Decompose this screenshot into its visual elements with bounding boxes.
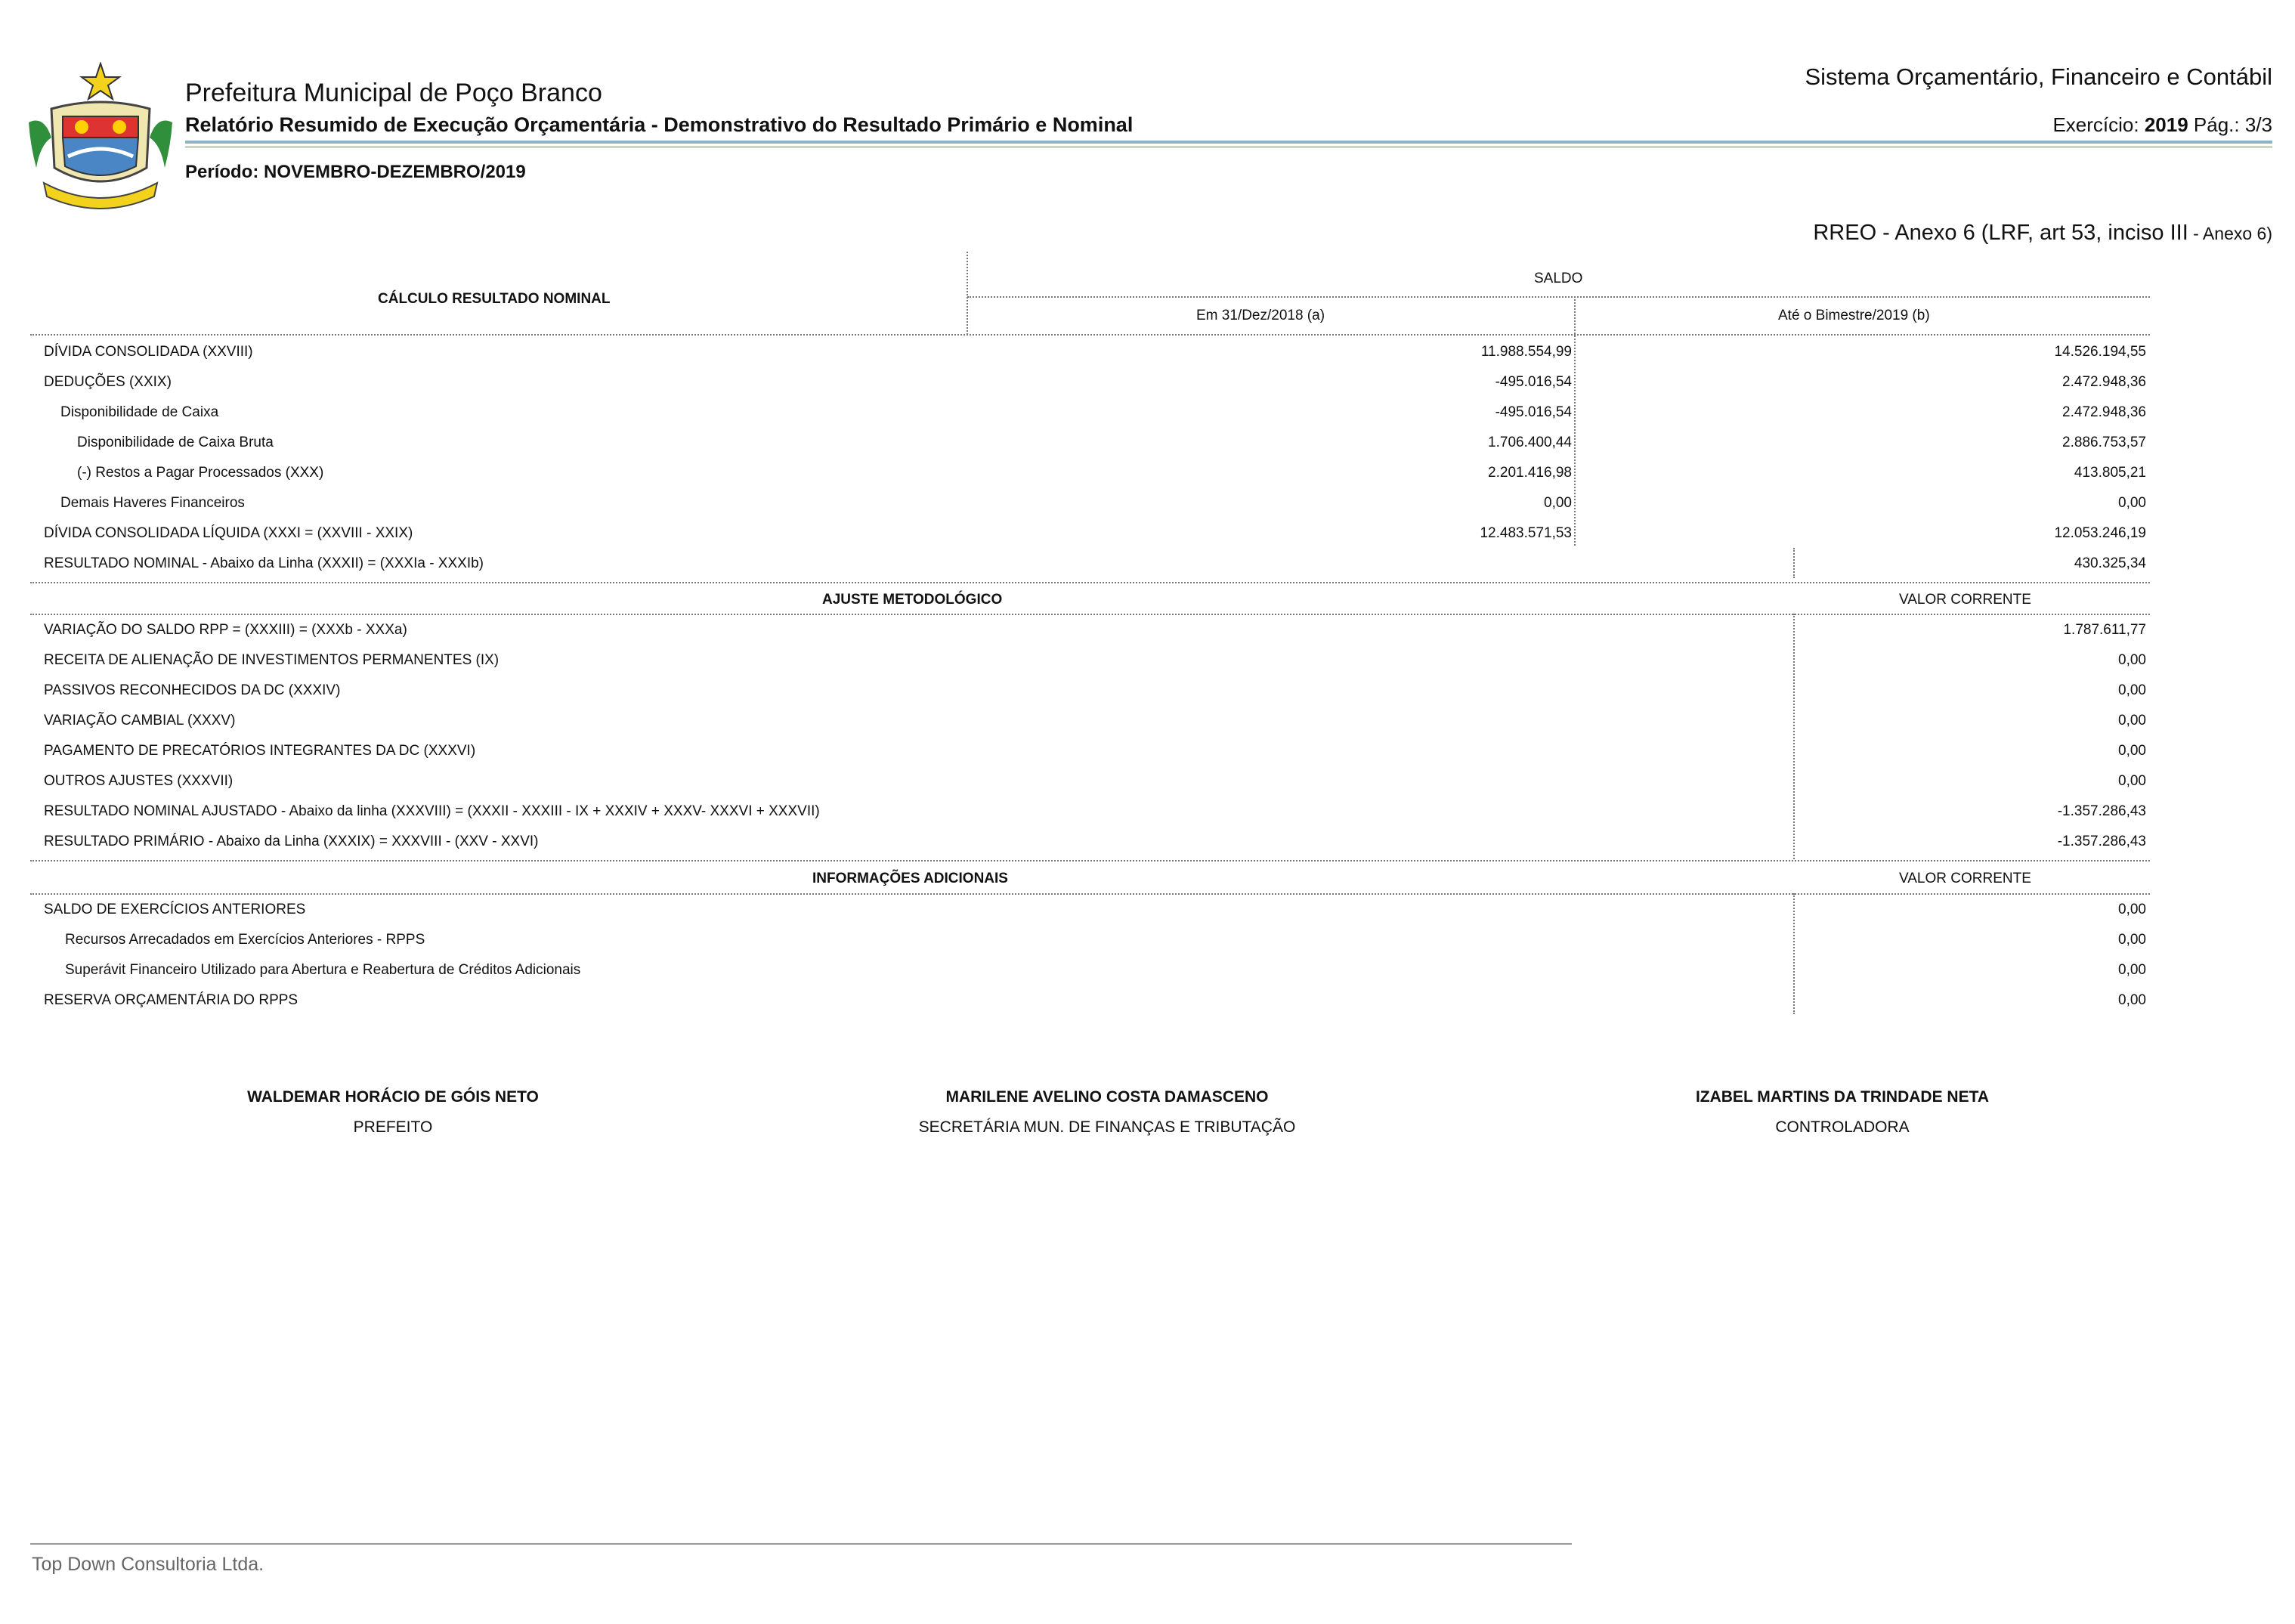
signatory-role: PREFEITO	[353, 1118, 433, 1136]
value-2019: 413.805,21	[2074, 465, 2146, 481]
report-title: Relatório Resumido de Execução Orçamentária - Demonstrativo do Resultado Primário e Nominal	[185, 113, 1134, 136]
annex-main: RREO - Anexo 6 (LRF, art 53, inciso III	[1813, 221, 2188, 245]
signature-block-secretary	[880, 1088, 1334, 1137]
table-divider	[30, 860, 2150, 861]
table-row	[30, 736, 2146, 766]
page-number: Pág.: 3/3	[2193, 113, 2272, 136]
signatory-name: IZABEL MARTINS DA TRINDADE NETA	[1695, 1088, 1990, 1106]
table-row	[30, 518, 2146, 549]
ajuste-section-title: AJUSTE METODOLÓGICO	[822, 592, 1003, 608]
value-2018: 2.201.416,98	[1488, 465, 1572, 481]
column-header-b: Até o Bimestre/2019 (b)	[1778, 308, 1930, 323]
exercise-year: 2019	[2144, 113, 2188, 136]
saldo-header: SALDO	[1534, 271, 1583, 286]
row-value: -1.357.286,43	[2057, 834, 2146, 849]
report-period: Período: NOVEMBRO-DEZEMBRO/2019	[185, 162, 526, 182]
row-label: Disponibilidade de Caixa	[60, 404, 219, 420]
table-row	[30, 706, 2146, 736]
header-rule	[185, 141, 2272, 144]
row-label: Superávit Financeiro Utilizado para Abertura e Reabertura de Créditos Adicionais	[65, 962, 581, 978]
row-value: 0,00	[2118, 652, 2146, 668]
row-label: VARIAÇÃO DO SALDO RPP = (XXXIII) = (XXXb - XXXa)	[44, 622, 407, 638]
row-value: 0,00	[2118, 713, 2146, 728]
value-2018: 1.706.400,44	[1488, 435, 1572, 450]
nominal-result-value: 430.325,34	[2074, 555, 2146, 571]
value-2019: 2.472.948,36	[2062, 374, 2146, 390]
table-row	[30, 488, 2146, 518]
value-2018: 0,00	[1544, 495, 1572, 511]
exercise-label: Exercício:	[2052, 113, 2139, 136]
value-2019: 12.053.246,19	[2054, 525, 2146, 541]
row-label: RESULTADO NOMINAL AJUSTADO - Abaixo da linha (XXXVIII) = (XXXII - XXXIII - IX + XXXIV + XXXV- XXXVI + XXXVII)	[44, 803, 820, 819]
row-label: PASSIVOS RECONHECIDOS DA DC (XXXIV)	[44, 682, 341, 698]
signatory-role: CONTROLADORA	[1775, 1118, 1910, 1136]
value-2018: -495.016,54	[1495, 374, 1572, 390]
value-2019: 14.526.194,55	[2054, 344, 2146, 360]
annex-sub: - Anexo 6)	[2188, 224, 2272, 243]
municipality-name: Prefeitura Municipal de Poço Branco	[185, 79, 602, 107]
table-divider	[967, 252, 968, 335]
row-value: 0,00	[2118, 743, 2146, 759]
row-label: DÍVIDA CONSOLIDADA (XXVIII)	[44, 344, 253, 360]
value-2019: 0,00	[2118, 495, 2146, 511]
table-row	[30, 367, 2146, 397]
signature-block-mayor	[204, 1088, 582, 1137]
value-2018: -495.016,54	[1495, 404, 1572, 420]
info-value-header: VALOR CORRENTE	[1899, 871, 2031, 886]
table-divider	[967, 296, 2150, 298]
footer-rule	[30, 1543, 1572, 1545]
row-label: PAGAMENTO DE PRECATÓRIOS INTEGRANTES DA DC (XXXVI)	[44, 743, 476, 759]
row-value: 0,00	[2118, 992, 2146, 1008]
table-row	[30, 428, 2146, 458]
table-row	[30, 397, 2146, 428]
municipal-coat-of-arms-logo	[21, 62, 180, 213]
table-row	[30, 615, 2146, 645]
row-label: RESERVA ORÇAMENTÁRIA DO RPPS	[44, 992, 298, 1008]
column-header-a: Em 31/Dez/2018 (a)	[1196, 308, 1325, 323]
row-label: DÍVIDA CONSOLIDADA LÍQUIDA (XXXI = (XXVIII - XXIX)	[44, 525, 413, 541]
table-row	[30, 797, 2146, 827]
table-row	[30, 985, 2146, 1016]
table-row	[30, 955, 2146, 985]
row-label: SALDO DE EXERCÍCIOS ANTERIORES	[44, 902, 306, 917]
table-row	[30, 549, 2146, 579]
row-label: DEDUÇÕES (XXIX)	[44, 374, 172, 390]
table-row	[30, 766, 2146, 797]
footer-company: Top Down Consultoria Ltda.	[32, 1554, 264, 1575]
row-label: RESULTADO NOMINAL - Abaixo da Linha (XXXII) = (XXXIa - XXXIb)	[44, 555, 484, 571]
signatory-name: WALDEMAR HORÁCIO DE GÓIS NETO	[247, 1088, 539, 1106]
table-row	[30, 676, 2146, 706]
signatory-name: MARILENE AVELINO COSTA DAMASCENO	[945, 1088, 1269, 1106]
table-row	[30, 337, 2146, 367]
row-value: 0,00	[2118, 773, 2146, 789]
annex-reference	[1813, 221, 2272, 246]
value-2019: 2.886.753,57	[2062, 435, 2146, 450]
row-label: VARIAÇÃO CAMBIAL (XXXV)	[44, 713, 236, 728]
table-row	[30, 645, 2146, 676]
system-name: Sistema Orçamentário, Financeiro e Contábil	[1805, 63, 2272, 90]
row-value: 0,00	[2118, 962, 2146, 978]
table-row	[30, 827, 2146, 857]
row-label: RESULTADO PRIMÁRIO - Abaixo da Linha (XXXIX) = XXXVIII - (XXV - XXVI)	[44, 834, 539, 849]
ajuste-value-header: VALOR CORRENTE	[1899, 592, 2031, 608]
table-divider	[30, 334, 2150, 336]
value-2018: 12.483.571,53	[1480, 525, 1572, 541]
calc-section-title: CÁLCULO RESULTADO NOMINAL	[378, 291, 611, 307]
signature-block-controller	[1653, 1088, 2031, 1137]
header-rule-secondary	[185, 146, 2272, 148]
signatory-role: SECRETÁRIA MUN. DE FINANÇAS E TRIBUTAÇÃO	[918, 1118, 1296, 1136]
value-2019: 2.472.948,36	[2062, 404, 2146, 420]
table-row	[30, 458, 2146, 488]
row-value: -1.357.286,43	[2057, 803, 2146, 819]
exercise-and-page	[2052, 113, 2272, 137]
table-divider	[30, 582, 2150, 583]
table-row	[30, 925, 2146, 955]
row-label: Disponibilidade de Caixa Bruta	[77, 435, 274, 450]
row-label: (-) Restos a Pagar Processados (XXX)	[77, 465, 324, 481]
row-value: 1.787.611,77	[2063, 622, 2146, 638]
row-value: 0,00	[2118, 932, 2146, 948]
row-label: Demais Haveres Financeiros	[60, 495, 245, 511]
row-label: RECEITA DE ALIENAÇÃO DE INVESTIMENTOS PERMANENTES (IX)	[44, 652, 500, 668]
row-value: 0,00	[2118, 902, 2146, 917]
value-2018: 11.988.554,99	[1480, 344, 1572, 360]
table-row	[30, 895, 2146, 925]
row-value: 0,00	[2118, 682, 2146, 698]
info-section-title: INFORMAÇÕES ADICIONAIS	[812, 871, 1008, 886]
row-label: Recursos Arrecadados em Exercícios Anteriores - RPPS	[65, 932, 425, 948]
row-label: OUTROS AJUSTES (XXXVII)	[44, 773, 234, 789]
